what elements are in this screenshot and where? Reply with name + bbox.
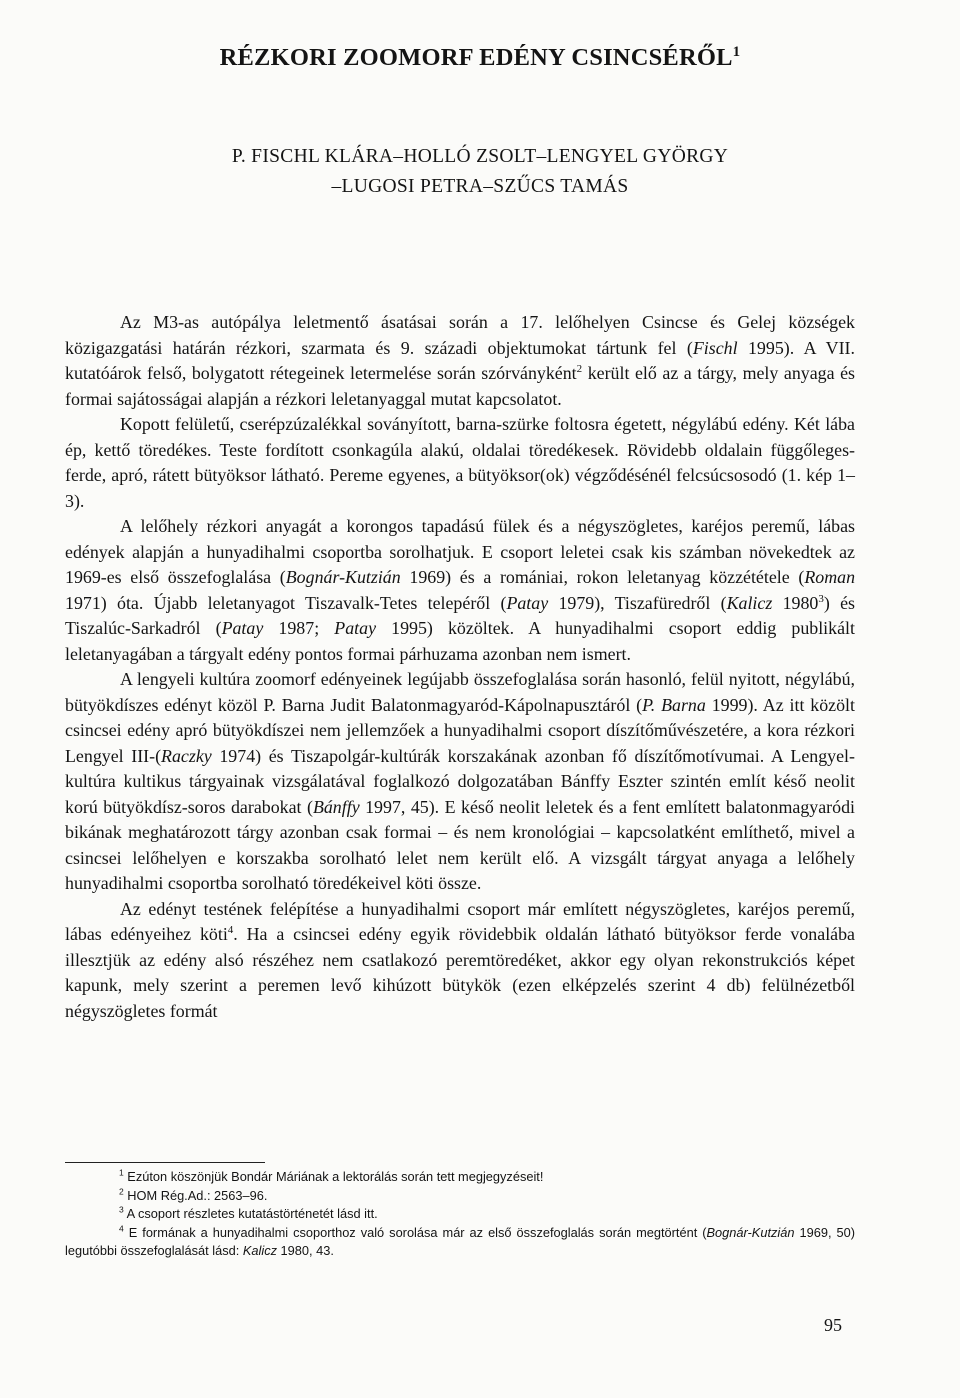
article-body [65,310,855,1024]
citation: Bognár-Kutzián [706,1224,795,1240]
citation: Patay [506,592,549,613]
citation: Raczky [161,745,212,766]
author-list [0,142,960,202]
citation: Roman [804,567,856,587]
footnote-ref: 1 [732,44,741,60]
paragraph: A lelőhely rézkori anyagát a korongos tapadású fülek és a négyszögletes, karéjos peremű, lábas edények alapján a hunyadihalmi csoportba sorolhatjuk. E csoport leletei csak kis számban növekedtek az 1969-es első összefoglalása (Bognár-Kutzián 1969) és a romániai, rokon leletanyag közzététele (Roman 1971) óta. Újabb leletanyagot Tiszavalk-Tetes telepéről (Patay 1979), Tiszafüredről (Kalicz 1980$^3$) és Tiszalúc-Sarkadról (Patay 1987; Patay 1995) közöltek. A hunyadihalmi csoport eddig publikált leletanyagában a tárgyalt edény pontos formai párhuzama azonban nem ismert. [65,516,856,664]
page-number: 95 [824,1315,842,1335]
author-line: –LUGOSI PETRA–SZŰCS TAMÁS [331,176,629,197]
citation: Fischl [692,337,738,358]
footnote-divider [65,1162,265,1163]
citation: Kalicz [242,1243,277,1258]
footnote: $^4$ E formának a hunyadihalmi csoporthoz való sorolása már az első összefoglalás során megtörtént (Bognár-Kutzián 1969, 50) legutóbbi összefoglalását lásd: Kalicz 1980, 43. [65,1223,855,1258]
footnote-ref: 4 [227,924,234,937]
footnotes [65,1168,855,1261]
citation: P. Barna [642,694,706,715]
footnote: $^1$ Ezúton köszönjük Bondár Máriának a lektorálás során tett megjegyzéseit! [119,1167,544,1184]
footnote-ref: 3 [818,592,824,605]
paragraph: Az edényt testének felépítése a hunyadihalmi csoport már említett négyszögletes, karéjos peremű, lábas edényeihez köti$^4$. Ha a csincsei edény egyik rövidebbik oldalán látható bütyöksor ferde vonalába illesztjük az edény alsó részéhez nem csatlakozó peremtöredéket, akkor egy olyan rekonstrukciós képet kapunk, mely szerint a peremen levő kihúzott bütykök (ezen elképzelés szerint 4 db) felülnézetből négyszögletes formát [65,898,855,1021]
citation: Patay [221,618,264,638]
citation: Patay [334,618,377,638]
footnote-ref: 2 [576,363,583,376]
citation: Bognár-Kutzián [285,567,401,587]
citation: Bánffy [312,796,360,817]
footnote: $^2$ HOM Rég.Ad.: 2563–96. [119,1186,268,1203]
paragraph: A lengyeli kultúra zoomorf edényeinek legújabb összefoglalása során hasonló, felül nyitott, négylábú, bütyökdíszes edényt közöl P. Barna Judit Balatonmagyaród-Kápolnapusztáról (P. Barna 1999). Az itt közölt csincsei edény apró bütyökdíszei nem jellemzőek a hunyadihalmi csoport díszítőművészetére, a kora rézkori Lengyel III-(Raczky 1974) és Tiszapolgár-kultúrák korszakának azonban fő díszítőmotívumai. A Lengyel-kultúra kultikus tárgyainak vizsgálatával foglalkozó dolgozatában Bánffy Eszter szintén említ késő neolit korú bütyökdísz-soros darabokat (Bánffy 1997, 45). E késő neolit leletek és a fent említett balatonmagyaródi bikának meghatározott tárgy azonban csak formai – és nem kronológiai – kapcsolatként említhető, mivel a csincsei lelőhelyen e korszakba sorolható lelet nem került elő. A vizsgált tárgyat anyaga a lelőhely hunyadihalmi csoportba sorolható töredékeivel köti össze. [65,669,855,893]
citation: Kalicz [726,592,773,613]
footnote: $^3$ A csoport részletes kutatástörténetét lásd itt. [119,1204,378,1221]
paragraph: Az M3-as autópálya leletmentő ásatásai során a 17. lelőhelyen Csincse és Gelej községek közigazgatási határán rézkori, szarmata és 9. századi objektumokat tártunk fel (Fischl 1995). A VII. kutatóárok felső, bolygatott rétegeinek letermelése során szórványként$^2$ került elő az a tárgy, mely anyaga és formai sajátosságai alapján a rézkori leletanyaggal mutat kapcsolatot. [65,312,855,409]
article-title: RÉZKORI ZOOMORF EDÉNY CSINCSÉRŐL$^1$ [219,44,741,72]
paragraph: Kopott felületű, cserépzúzalékkal soványított, barna-szürke foltosra égetett, négylábú edény. Két lába ép, kettő töredékes. Teste fordított csonkagúla alakú, oldalai töredékesek. Rövidebb oldalain függőleges-ferde, apró, rátett bütyöksor látható. Pereme egyenes, a bütyöksor(ok) végződésénél felcsúcsosodó (1. kép 1–3). [65,414,855,511]
author-line: P. FISCHL KLÁRA–HOLLÓ ZSOLT–LENGYEL GYÖRGY [231,146,729,167]
